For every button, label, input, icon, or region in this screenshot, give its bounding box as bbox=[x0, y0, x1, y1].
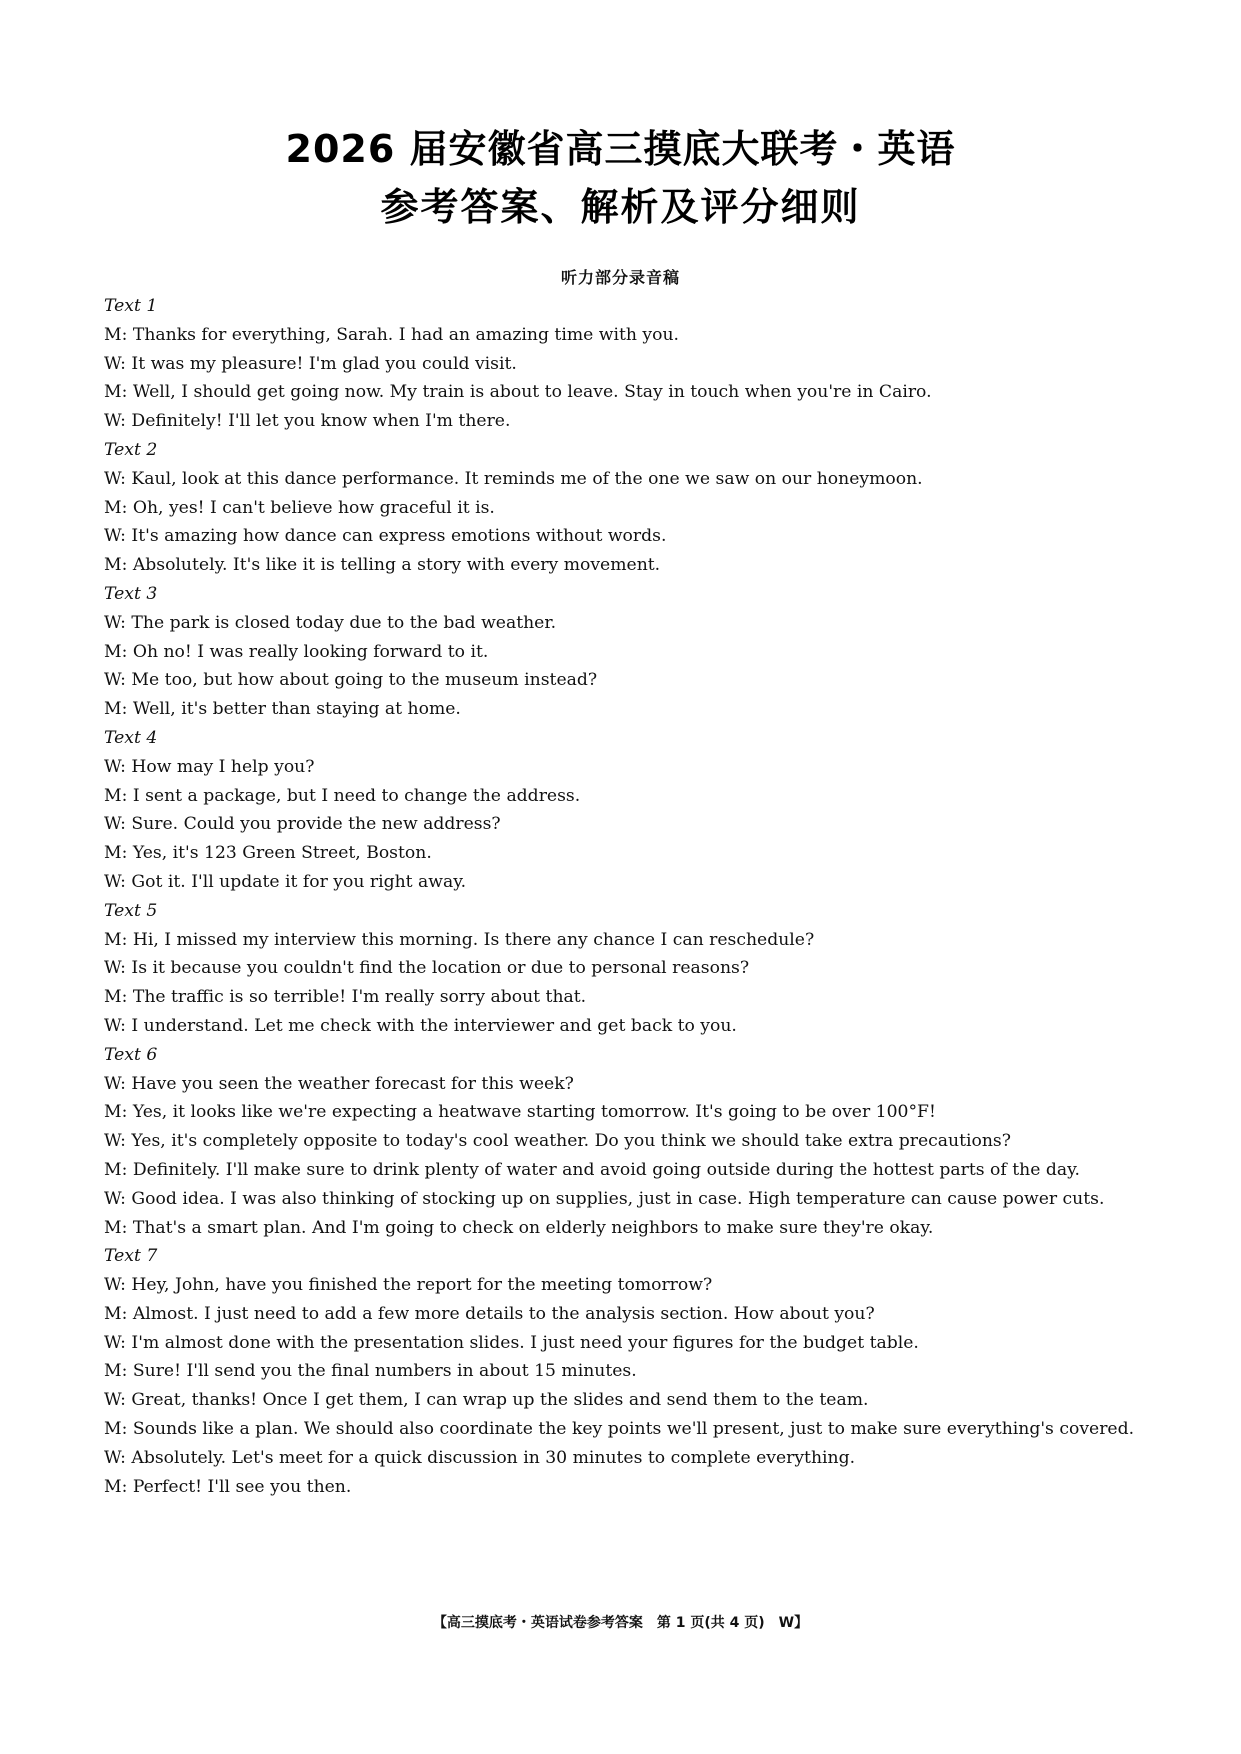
text-heading: Text 2 bbox=[104, 439, 158, 460]
dialogue-line: W: Hey, John, have you finished the report for the meeting tomorrow? bbox=[104, 1275, 713, 1296]
dialogue-line: W: Got it. I'll update it for you right away. bbox=[104, 871, 467, 892]
dialogue-line: W: Kaul, look at this dance performance. It reminds me of the one we saw on our honeymoon. bbox=[104, 468, 923, 489]
dialogue-line: W: How may I help you? bbox=[104, 756, 315, 777]
dialogue-line: M: Thanks for everything, Sarah. I had an amazing time with you. bbox=[104, 324, 679, 345]
dialogue-line: M: Definitely. I'll make sure to drink plenty of water and avoid going outside during the hottest parts of the day. bbox=[104, 1159, 1080, 1180]
text-heading: Text 6 bbox=[104, 1044, 158, 1065]
page-footer: 【高三摸底考・英语试卷参考答案 第 1 页(共 4 页) W】 bbox=[432, 1615, 809, 1631]
dialogue-line: M: Yes, it looks like we're expecting a heatwave starting tomorrow. It's going to be over 100°F! bbox=[104, 1102, 936, 1123]
text-heading: Text 4 bbox=[104, 727, 158, 748]
dialogue-line: M: Well, it's better than staying at home. bbox=[104, 699, 461, 720]
section-title: 听力部分录音稿 bbox=[560, 268, 680, 287]
dialogue-line: W: Great, thanks! Once I get them, I can wrap up the slides and send them to the team. bbox=[104, 1390, 869, 1411]
dialogue-line: M: Sure! I'll send you the final numbers in about 15 minutes. bbox=[104, 1361, 637, 1382]
page-title: 2026 届安徽省高三摸底大联考・英语 bbox=[285, 127, 956, 171]
dialogue-line: W: Definitely! I'll let you know when I'm there. bbox=[104, 411, 511, 432]
text-heading: Text 1 bbox=[104, 296, 158, 316]
dialogue-line: W: It's amazing how dance can express emotions without words. bbox=[104, 526, 667, 547]
dialogue-line: W: I'm almost done with the presentation slides. I just need your figures for the budget table. bbox=[104, 1332, 919, 1353]
dialogue-line: M: Perfect! I'll see you then. bbox=[104, 1476, 352, 1497]
dialogue-line: M: Yes, it's 123 Green Street, Boston. bbox=[104, 843, 432, 864]
text-heading: Text 5 bbox=[104, 900, 158, 921]
text-heading: Text 3 bbox=[104, 583, 158, 604]
dialogue-line: M: That's a smart plan. And I'm going to check on elderly neighbors to make sure they're okay. bbox=[104, 1217, 934, 1238]
dialogue-line: M: Sounds like a plan. We should also coordinate the key points we'll present, just to make sure everything's covered. bbox=[104, 1419, 1135, 1440]
text-heading: Text 7 bbox=[104, 1246, 158, 1267]
dialogue-line: M: Oh no! I was really looking forward to it. bbox=[104, 641, 489, 662]
dialogue-line: M: Oh, yes! I can't believe how graceful it is. bbox=[104, 497, 495, 518]
dialogue-line: W: Me too, but how about going to the museum instead? bbox=[104, 670, 598, 691]
dialogue-line: M: Almost. I just need to add a few more details to the analysis section. How about you? bbox=[104, 1303, 875, 1324]
listening-transcript bbox=[104, 292, 1144, 1501]
dialogue-line: M: Well, I should get going now. My train is about to leave. Stay in touch when you're in Cairo. bbox=[104, 382, 932, 403]
dialogue-line: W: It was my pleasure! I'm glad you could visit. bbox=[104, 353, 517, 374]
dialogue-line: W: I understand. Let me check with the interviewer and get back to you. bbox=[104, 1015, 737, 1036]
dialogue-line: M: Absolutely. It's like it is telling a story with every movement. bbox=[104, 555, 661, 576]
dialogue-line: W: Sure. Could you provide the new address? bbox=[104, 814, 501, 835]
page-subtitle: 参考答案、解析及评分细则 bbox=[380, 185, 861, 229]
dialogue-line: W: The park is closed today due to the bad weather. bbox=[104, 612, 557, 633]
dialogue-line: M: The traffic is so terrible! I'm really sorry about that. bbox=[104, 987, 587, 1008]
dialogue-line: M: I sent a package, but I need to change the address. bbox=[104, 785, 581, 806]
dialogue-line: M: Hi, I missed my interview this morning. Is there any chance I can reschedule? bbox=[104, 929, 815, 950]
dialogue-line: W: Absolutely. Let's meet for a quick discussion in 30 minutes to complete everything. bbox=[104, 1447, 856, 1468]
dialogue-line: W: Have you seen the weather forecast for this week? bbox=[104, 1073, 574, 1094]
dialogue-line: W: Yes, it's completely opposite to today's cool weather. Do you think we should take extra precautions? bbox=[104, 1131, 1011, 1152]
dialogue-line: W: Good idea. I was also thinking of stocking up on supplies, just in case. High temperature can cause power cuts. bbox=[104, 1188, 1105, 1209]
dialogue-line: W: Is it because you couldn't find the location or due to personal reasons? bbox=[104, 958, 750, 979]
